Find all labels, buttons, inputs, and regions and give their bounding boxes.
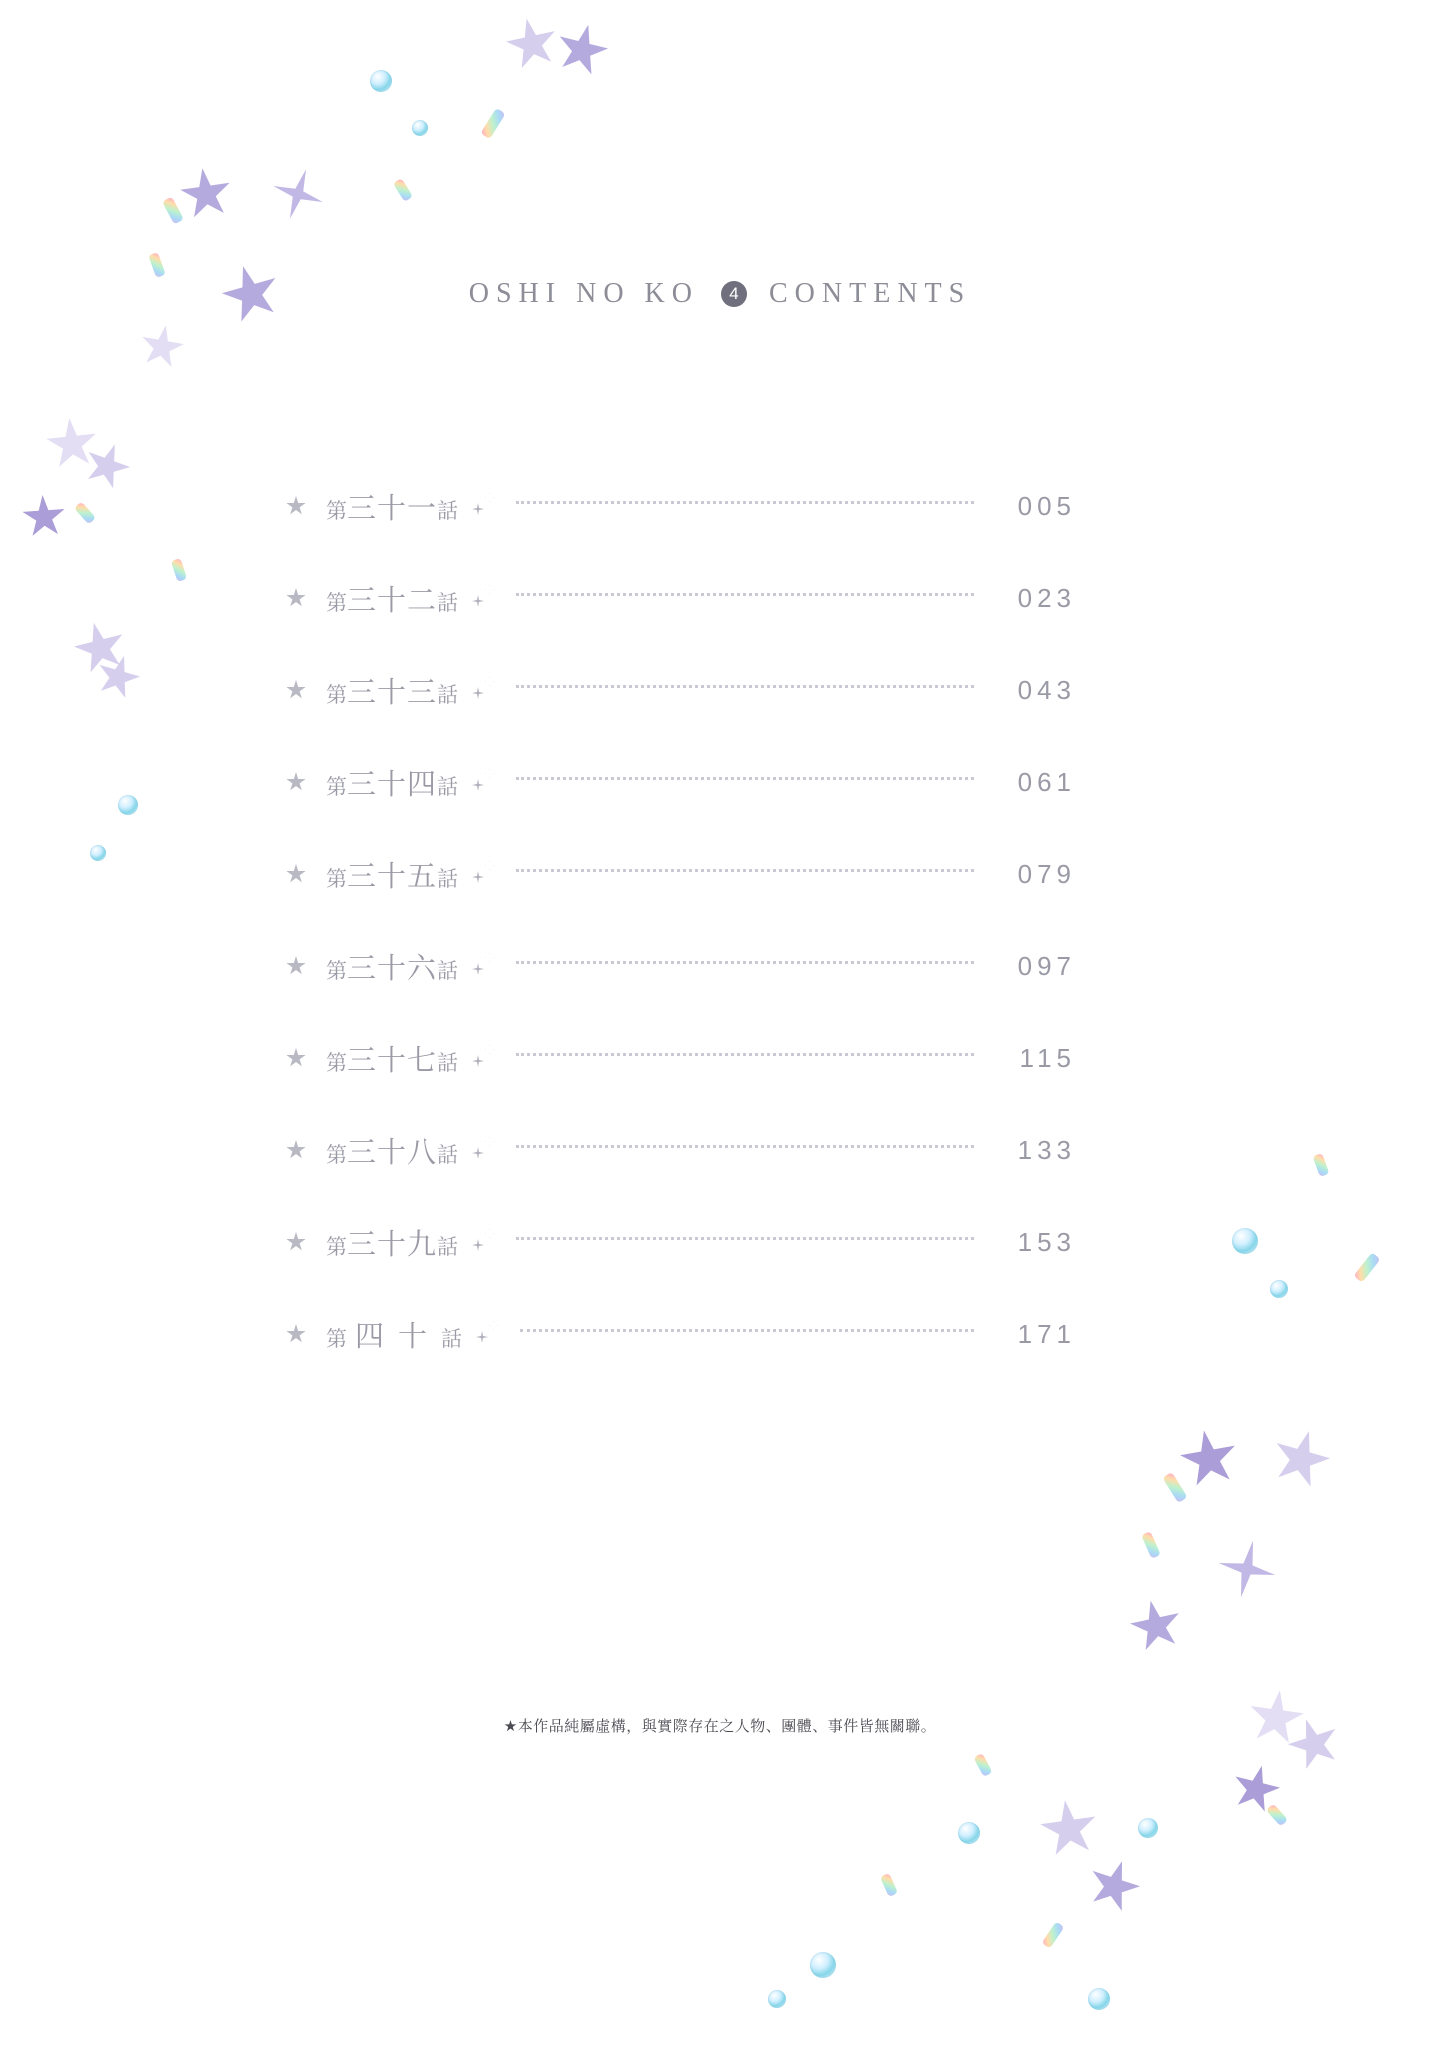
page-number: 061 <box>1017 766 1076 797</box>
chapter-label <box>326 1038 458 1079</box>
chapter-number: 三十九 <box>347 1226 438 1261</box>
sparkle-icon <box>472 1137 498 1163</box>
star-icon <box>286 772 306 792</box>
sparkle-icon <box>472 493 498 519</box>
chapter-prefix: 第 <box>326 1234 347 1259</box>
chapter-number: 三十三 <box>347 674 438 709</box>
leader-dots <box>516 500 974 504</box>
chapter-number: 三十四 <box>347 766 438 801</box>
leader-dots <box>516 1052 974 1056</box>
star-icon <box>286 1048 306 1068</box>
page-number: 043 <box>1017 674 1076 705</box>
chapter-prefix: 第 <box>326 1050 347 1075</box>
page-number: 171 <box>1017 1318 1076 1349</box>
leader-dots <box>516 868 974 872</box>
chapter-suffix: 話 <box>437 1142 459 1167</box>
list-item[interactable] <box>286 1104 1076 1196</box>
star-icon <box>286 588 306 608</box>
chapter-suffix: 話 <box>437 682 459 707</box>
chapter-label <box>326 946 458 987</box>
chapter-suffix: 話 <box>437 590 459 615</box>
star-icon <box>286 1140 306 1160</box>
list-item[interactable] <box>286 920 1076 1012</box>
chapter-label <box>326 854 458 895</box>
page-title <box>0 278 1440 310</box>
leader-dots <box>516 684 974 688</box>
page-number: 115 <box>1019 1042 1076 1073</box>
sparkle-icon <box>472 677 498 703</box>
chapter-prefix: 第 <box>326 1326 347 1351</box>
chapter-number: 三十一 <box>347 490 438 525</box>
list-item[interactable] <box>286 644 1076 736</box>
leader-dots <box>516 592 974 596</box>
leader-dots <box>520 1328 974 1332</box>
list-item[interactable] <box>286 1288 1076 1380</box>
list-item[interactable] <box>286 460 1076 552</box>
chapter-suffix: 話 <box>437 958 459 983</box>
chapter-label <box>326 762 458 803</box>
chapter-number: 三十六 <box>347 950 438 985</box>
page-number: 133 <box>1017 1134 1076 1165</box>
star-icon <box>286 680 306 700</box>
page-title-series: OSHI NO KO <box>468 278 699 309</box>
chapter-label <box>326 1222 458 1263</box>
chapter-label <box>326 1314 462 1355</box>
sparkle-icon <box>472 861 498 887</box>
chapter-number: 三十五 <box>347 858 438 893</box>
star-icon <box>286 496 306 516</box>
chapter-suffix: 話 <box>441 1326 463 1351</box>
star-icon <box>286 1232 306 1252</box>
volume-badge: 4 <box>721 281 747 307</box>
page-number: 097 <box>1017 950 1076 981</box>
chapter-prefix: 第 <box>326 866 347 891</box>
page-number: 005 <box>1017 490 1076 521</box>
chapter-suffix: 話 <box>437 866 459 891</box>
table-of-contents <box>286 460 1076 1380</box>
page-number: 079 <box>1017 858 1076 889</box>
sparkle-icon <box>472 1045 498 1071</box>
list-item[interactable] <box>286 828 1076 920</box>
star-icon <box>286 864 306 884</box>
chapter-suffix: 話 <box>437 1050 459 1075</box>
chapter-number: 三十七 <box>347 1042 438 1077</box>
page-title-contents: CONTENTS <box>769 278 972 309</box>
chapter-label <box>326 1130 458 1171</box>
chapter-suffix: 話 <box>437 498 459 523</box>
sparkle-icon <box>476 1321 502 1347</box>
leader-dots <box>516 1236 974 1240</box>
chapter-label <box>326 670 458 711</box>
chapter-label <box>326 486 458 527</box>
chapter-label <box>326 578 458 619</box>
chapter-suffix: 話 <box>437 1234 459 1259</box>
page-number: 023 <box>1017 582 1076 613</box>
leader-dots <box>516 776 974 780</box>
chapter-number: 三十二 <box>347 582 438 617</box>
page-number: 153 <box>1017 1226 1076 1257</box>
list-item[interactable] <box>286 1196 1076 1288</box>
chapter-prefix: 第 <box>326 774 347 799</box>
sparkle-icon <box>472 769 498 795</box>
list-item[interactable] <box>286 1012 1076 1104</box>
chapter-prefix: 第 <box>326 498 347 523</box>
sparkle-icon <box>472 585 498 611</box>
chapter-prefix: 第 <box>326 590 347 615</box>
chapter-suffix: 話 <box>437 774 459 799</box>
chapter-prefix: 第 <box>326 1142 347 1167</box>
sparkle-icon <box>472 1229 498 1255</box>
leader-dots <box>516 960 974 964</box>
star-icon <box>286 956 306 976</box>
star-icon <box>286 1324 306 1344</box>
list-item[interactable] <box>286 552 1076 644</box>
sparkle-icon <box>472 953 498 979</box>
list-item[interactable] <box>286 736 1076 828</box>
disclaimer-footnote: ★本作品純屬虛構，與實際存在之人物、團體、事件皆無關聯。 <box>503 1717 937 1735</box>
chapter-prefix: 第 <box>326 682 347 707</box>
chapter-number: 四十 <box>355 1318 442 1353</box>
chapter-prefix: 第 <box>326 958 347 983</box>
chapter-number: 三十八 <box>347 1134 438 1169</box>
leader-dots <box>516 1144 974 1148</box>
